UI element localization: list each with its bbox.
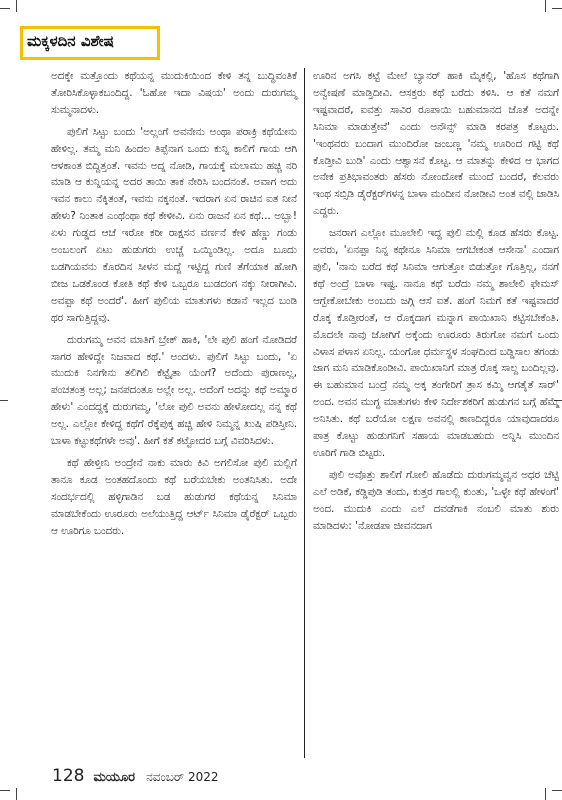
page-footer — [52, 766, 219, 786]
paragraph: ಕಥೆ ಹೇಳ್ತೀನಿ ಅಂದ್ರೇನೆ ನಾಕು ಮಾರು ಕಿವಿ ಅಗಲಿಸೋ ಪುಲಿ ಮಲ್ಲಿಗೆ ತಾನೂ ಕೂಡ ಅಂತಹದೊಂದು ಕಥೆ ಬರೆಯಬೇಕು ಅಂತನಿಸಿತು. ಅದೇ ಸಂದರ್ಭದಲ್ಲಿ ಹಳ್ಳಿಗಾಡಿನ ಬಡ ಹುಡುಗರ ಕಥೆಯನ್ನ ಸಿನಿಮಾ ಮಾಡಬೇಕೆಂದು ಊರೂರು ಅಲೆಯುತ್ತಿದ್ದ ಆರ್ಟ್ ಸಿನಿಮಾ ಡೈರೆಕ್ಟರ್ ಒಬ್ಬರು ಆ ಊರಿಗೂ ಬಂದರು. — [51, 456, 297, 537]
section-title: ಮಕ್ಕಳದಿನ ವಿಶೇಷ — [27, 32, 114, 50]
left-column — [51, 68, 297, 544]
column-divider — [304, 68, 305, 758]
paragraph: ಜನರಾಗ ಎಲ್ಲೋ ಮೂಲೇಲಿ ಇದ್ದ ಪುಲಿ ಮಲ್ಲಿ ಕೂಡ ಹೆಸರು ಕೊಟ್ಟ. ಅವರು, 'ಏನಪ್ಪಾ ನಿನ್ನ ಕಥೇನೂ ಸಿನಿಮಾ ಆಗಬೇಕಂತ ಆಸೇನಾ' ಎಂದಾಗ ಪುಲಿ, 'ನಾನು ಬರೆದ ಕಥೆ ಸಿನಿಮಾ ಆಗುತ್ತೋ ಬಿಡುತ್ತೋ ಗೊತ್ತಿಲ್ಲ, ನನಗೆ ಕಥೆ ಅಂದ್ರೆ ಬಾಳಾ ಇಷ್ಟ. ನಾನೂ ಕಥೆ ಬರೆದು ನಮ್ಮ ಶಾಲೇಲಿ ಫೇಮಸ್ ಆಗ್ಬೇಕೋಬೇಕು ಅಂಬದು ಜಗ್ಗಿ ಆಸೆ ಐತೆ. ಹಂಗೆ ನಿಮಗೆ ಕತೆ ಇಷ್ಟವಾದರೆ ರೊಕ್ಕ ಕೊಡ್ತೀರಂತೆ, ಆ ರೊಕ್ಕದಾಗ ಮನ್ನಾಗ ಪಾಯಿಖಾನಿ ಕಟ್ಟಿಸಬೇಕೆಂತಿ. ಮೊದಲೇ ನಾವು ಜೋಗಿಗೆ ಅಕ್ಕೆಂದು ಊರೂರು ತಿರುಗೋ ನಮಗೆ ಒಂದು ವಿಳಾಸ ಪಳಾಸ ಏನಿಲ್ಲ. ಯಂಗೋ ಧರ್ಮಸ್ಥಳ ಸಂಘದಿಂದ ಬಡ್ಡಿಸಾಲ ತಗಂಡು ಜಾಗ ಮನಿ ಮಾಡಿಕೊಂಡೀವಿ. ಪಾಯಿಖಾನಿಗೆ ಮಾತ್ರ ರೊಕ್ಕ ಸಾಲ್ದ ಬಂದಿಲ್ಲವು. ಈ ಬಹುಮಾನ ಬಂದ್ರೆ ನಮ್ಮ ಅಕ್ಕ ತಂಗೇರಿಗೆ ತ್ರಾಸ ಕಮ್ಮಿ ಆಗತೈತೆ ಸಾರ್' ಅಂದ. ಅವನ ಮುಗ್ಧ ಮಾತುಗಳು ಕೇಳಿ ನಿರ್ದೇಶಕರಿಗೆ ಹುಡುಗನ ಬಗ್ಗೆ ಹೆಮ್ಮೆ ಅನಿಸಿತು. ಕಥೆ ಬರೆಯೋ ಲಕ್ಷಣ ಅವನಲ್ಲಿ ಕಾಣದಿದ್ದರೂ ಯಾವುದಾದರೂ ಪಾತ್ರ ಕೊಟ್ಟು ಹುಡುಗನಿಗೆ ಸಹಾಯ ಮಾಡಬಹುದು ಅನ್ನಿಸಿ ಮುಂದಿನ ಊರಿಗೆ ಗಾಡಿ ಬಿಟ್ಟರು. — [313, 227, 559, 459]
crop-mark — [552, 790, 562, 791]
issue-date: ನವಂಬರ್ 2022 — [146, 770, 219, 784]
right-column — [313, 68, 559, 539]
crop-mark — [16, 0, 17, 12]
crop-mark — [0, 790, 10, 791]
paragraph: ಪುಲಿಗೆ ಸಿಟ್ಟು ಬಂದು 'ಅಲ್ಲಂಗೆ ಅವನೇನು ಅಂಥಾ ಪರಾಕ್ರಿ ಕಥೆಯೇನು ಹೇಳಿಲ್ಲ. ತಮ್ಮ ಮನಿ ಹಿಂದಲ ತಿಪ್ಪೆನಾಗ ಒಂದು ಕುನ್ನಿ ಕಾಲಿಗೆ ಗಾಯ ಆಗಿ ಆಳಕಾಂತ ಬಿದ್ದಿತ್ತಂತೆ. ಇವನು ಅದ್ನ ನೋಡಿ, ಗಾಯಕ್ಕೆ ಮಲಾಮು ಹಚ್ಚಿ ನರಿ ಮಾಡಿ ಆ ಕುನ್ನಿಯನ್ನ ಅದರ ತಾಯಿ ತಾಕ ನೇರಿಸಿ ಬಂದನಂತೆ. ಅವಾಗ ಅದು ಇವನ ಕಾಲು ನೆಕ್ಕಿತಂತೆ, ಇವನು ನಕ್ಕನಂತೆ. ಇದರಾಗ ಏನ ರಾಚಿನ ಐತ ನೀನೆ ಹೇಳು? ನಿಂತಾಕ ಎಂಥೆಂಥಾ ಕಥೆ ಕೇಳೀವಿ. ಏನು ರಾಜನೆ ಏನ ಕಥೆ... ಅಬ್ಬಾ! ಏಳು ಗುಡ್ಡದ ಆಚೆ ಇರೋ ಕರೀ ರಾಕ್ಷಸನ ವರ್ಣನೆ ಕೇಳಿ ಹೆಣ್ಣು ಗಂಡು ಅಂಬಲಂಗೆ ಏಟು ಹುಡುಗರು ಉಚ್ಚೆ ಒಯ್ಯಿಂಡಿಲ್ಲ. ಅದೂ ಬೂದು ಬಡಗಿಯವನು ಕೊರದಿನ ಸೀಳನ ಮದ್ದೆ ಇಟ್ಟಿದ್ದ ಗುಣಿ ತೆಗೆಯಾಕ ಹೋಗಿ ಬೀಜ ಒಡಕೊಂಡ ಕೋತಿ ಕಥೆ ಕೇಳಿ ಒಬ್ಬರೂ ಬುಡದಂಗ ನಕ್ಕು ನೀರಾಗೀವಿ. ಅವಪ್ಪಾ ಕಥೆ ಅಂದರೆ'. ಹೀಗೆ ಪುಲಿಯ ಮಾತುಗಳು ಕಡಾನೆ ಇಲ್ಲದ ಬಂಡಿ ಥರ ಸಾಗುತ್ತಿದ್ದವು. — [51, 125, 297, 324]
crop-mark — [0, 8, 10, 9]
magazine-name: ಮಯೂರ — [93, 770, 136, 785]
page-number: 128 — [52, 766, 85, 786]
section-header — [20, 26, 160, 60]
paragraph: ದುರುಗಮ್ಮ ಅವನ ಮಾತಿಗೆ ಬ್ರೇಕ್ ಹಾಕಿ, 'ಲೇ ಪುಲಿ ಹಂಗೆ ನೋಡಿದರೆ ಸಾಗರ ಹೇಳಿದ್ದೇ ನಿಜವಾದ ಕಥೆ.' ಅಂದಳು. ಪುಲಿಗೆ ಸಿಟ್ಟು ಬಂದು, 'ಏ ಮುದುಕಿ ನಿನಗೇನು ತಲಿಗಿಲಿ ಕೆಟ್ಟೈತಾ ಯೆಂಗೆ? ಅದೆಂದು ಪುರಾಣಲ್ಲ, ಪಂಚತಂತ್ರ ಅಲ್ಲ; ಜನಪದಂತೂ ಅಲ್ಲೇ ಅಲ್ಲ. ಅದೆಂಗೆ ಅದನ್ನು ಕಥೆ ಅಮ್ಮಾರ ಹೇಳು' ಎಂದದ್ದಕ್ಕೆ ದುರುಗಮ್ಮ, 'ಲೋ ಪುಲಿ ಅವನು ಹೇಳೋದಲ್ಲ ನನ್ನ ಕಥೆ ಅಲ್ಲ. ಎಲ್ಲೋ ಕೇಳಿದ್ದ ಕಥೆಗೆ ರೆಕ್ಕೆಪುಕ್ಕ ಹಚ್ಚಿ ಹೇಳಿ ನಿಮ್ಮನ್ನ ಖುಷಿ ಪಡಿಸ್ತೀನಿ. ಬಾಳಾ ಕಟ್ಟುಕಥೆಗಳೇ ಅವು'. ಹೀಗೆ ಕತೆ ಕಟ್ಟೋದರ ಬಗ್ಗೆ ವಿವರಿಸಿದಳು. — [51, 333, 297, 448]
crop-mark — [552, 8, 562, 9]
crop-mark — [0, 400, 8, 401]
crop-mark — [16, 788, 17, 800]
paragraph: ಊರಿನ ಅಗಸಿ ಕಟ್ಟೆ ಮೇಲೆ ಬ್ಯಾನರ್ ಹಾಕಿ ಮೈಕಲ್ಲಿ, 'ಹೊಸ ಕಥೆಗಾಗಿ ಅನ್ವೇಷಣೆ ಮಾಡ್ತಿದೀವಿ. ಆಸಕ್ತರು ಕಥೆ ಬರೆದು ಕಳಿಸಿ. ಆ ಕತೆ ನಮಗೆ ಇಷ್ಟವಾದರೆ, ಐವತ್ತು ಸಾವಿರ ರೂಪಾಯಿ ಬಹುಮಾನದ ಜೊತೆ ಅದನ್ನೇ ಸಿನಿಮಾ ಮಾಡುತ್ತೇವೆ' ಎಂದು ಅನೌನ್ಸ್ ಮಾಡಿ ಕರಪತ್ರ ಕೊಟ್ಟರು. 'ಇಂಥವರು ಬಂದಾಗ ಮುಂದಿರೋ ಜಂಬಣ್ಣ 'ನಮ್ಮ ಊರಿಂದ ಗಟ್ಟಿ ಕಥೆ ಕೊಡ್ತೀವಿ ಬುಡಿ' ಎಂದು ಆಶ್ವಾಸನೆ ಕೊಟ್ಟ. ಆ ಮಾತನ್ನು ಕೇಳಿದ ಆ ಭಾಗದ ಅನೇಕ ಪ್ರತಿಭಾವಂತರು ಹೆಸರು ನೋಂದೋಕೆ ಮುಂದೆ ಬಂದರೆ, ಕೆಲವರು ಇಂಥ ಸಬ್ಸಿಡಿ ಡೈರೆಕ್ಟರ್‌ಗಳನ್ನ ಬಾಳಾ ಮಂದೀನ ನೋಡೀವಿ ಅಂತ ವಲ್ಲಿ ಜಾಡಿಸಿ ಎದ್ದರು. — [313, 70, 560, 218]
paragraph: ಅದಕ್ಕೇ ಮತ್ತೊಂದು ಕಥೆಯನ್ನ ಮುದುಕಿಯಿಂದ ಕೇಳಿ ತನ್ನ ಬುದ್ಧಿವಂತಿಕೆ ತೋರಿಸಿಕೊಳ್ಳಾಕಬಂದಿದ್ದ. 'ಓಹೋ ಇದಾ ವಿಷಯ' ಅಂದು ದುರುಗಮ್ಮ ಸುಮ್ಮನಾದಳು. — [51, 70, 297, 116]
crop-mark — [545, 0, 546, 12]
paragraph: ಪುಲಿ ಅವೊತ್ತು ಶಾಲಿಗೆ ಗೋಲಿ ಹೊಡೆದು ದುರುಗಮ್ಮವ್ವನ ಅಧರ ಚೆಟ್ಟಿ ಎಲೆ ಅಡಿಕೆ, ಕಡ್ಡಿಪುಡಿ ತಂದು, ಕುತ್ತರ ಗಾಲಲ್ಲಿ ಕುಂತು, 'ಒಳ್ಳೇ ಕಥೆ ಹೇಳಂಗೆ' ಅಂದ. ಮುದುಕಿ ಎಂದು ಎಲೆ ದವಡೆಗಾಕಿ ನಂಬಲಿ ಮಾತು ಶುರು ಮಾಡಿದಳು: 'ನೋಡಪಾ ಜೀವನದಾಗ — [313, 468, 559, 532]
crop-mark — [545, 788, 546, 800]
